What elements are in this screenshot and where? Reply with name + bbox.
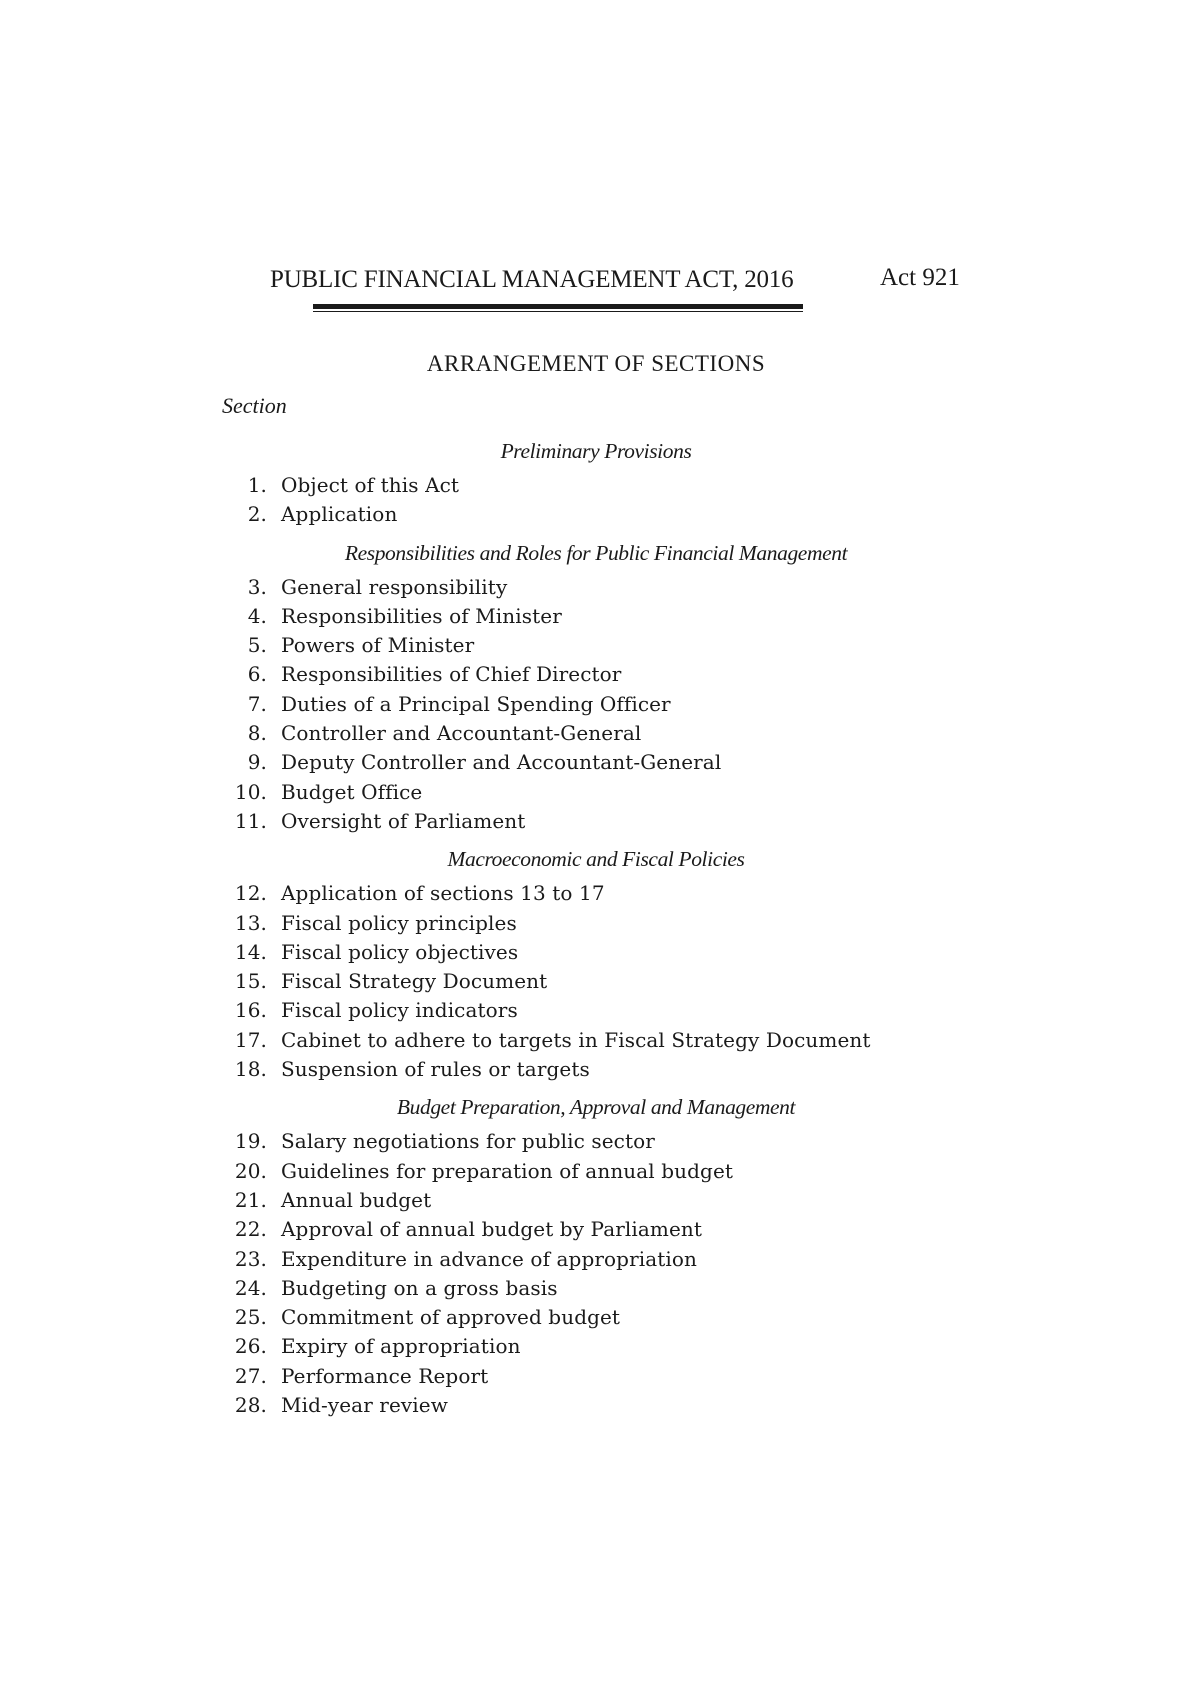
- section-title: Application of sections 13 to 17: [281, 881, 605, 906]
- section-entry: [0, 748, 1200, 777]
- section-entry: [0, 573, 1200, 602]
- section-title: Salary negotiations for public sector: [281, 1129, 655, 1154]
- section-title: Commitment of approved budget: [281, 1305, 621, 1330]
- section-title: Performance Report: [281, 1363, 489, 1388]
- section-number: 18.: [234, 1057, 267, 1082]
- section-title: Approval of annual budget by Parliament: [281, 1217, 703, 1242]
- section-title: Controller and Accountant-General: [281, 721, 642, 746]
- section-entry: [0, 1186, 1200, 1215]
- section-number: 11.: [234, 808, 267, 833]
- sections-list: [0, 432, 1200, 1420]
- section-title: Cabinet to adhere to targets in Fiscal Strategy Document: [281, 1027, 871, 1052]
- section-column-label: Section: [222, 393, 287, 418]
- section-entry: [0, 1391, 1200, 1420]
- section-title: Expiry of appropriation: [281, 1334, 521, 1359]
- section-entry: [0, 1303, 1200, 1332]
- section-title: Oversight of Parliament: [281, 808, 526, 833]
- section-number: 14.: [234, 939, 267, 964]
- section-entry: [0, 1127, 1200, 1156]
- section-title: Mid-year review: [281, 1393, 448, 1418]
- section-number: 7.: [247, 691, 267, 716]
- section-number: 6.: [247, 662, 267, 687]
- section-title: Guidelines for preparation of annual budget: [281, 1158, 734, 1183]
- section-entry: [0, 1055, 1200, 1084]
- section-title: Application: [281, 502, 398, 527]
- section-number: 26.: [234, 1334, 267, 1359]
- group-heading-text: Macroeconomic and Fiscal Policies: [447, 847, 745, 872]
- section-number: 3.: [247, 574, 267, 599]
- section-title: Expenditure in advance of appropriation: [281, 1246, 697, 1271]
- section-entry: [0, 631, 1200, 660]
- section-title: Suspension of rules or targets: [281, 1057, 590, 1082]
- section-entry: [0, 1215, 1200, 1244]
- section-number: 17.: [234, 1027, 267, 1052]
- section-number: 23.: [234, 1246, 267, 1271]
- section-entry: [0, 1362, 1200, 1391]
- section-number: 28.: [234, 1393, 267, 1418]
- header-rule-thick: [313, 304, 803, 309]
- section-number: 24.: [234, 1275, 267, 1300]
- section-entry: [0, 1157, 1200, 1186]
- section-number: 21.: [234, 1187, 267, 1212]
- section-entry: [0, 879, 1200, 908]
- group-heading-text: Responsibilities and Roles for Public Financial Management: [344, 540, 848, 565]
- section-title: Duties of a Principal Spending Officer: [281, 691, 671, 716]
- section-number: 15.: [234, 969, 267, 994]
- section-number: 16.: [234, 998, 267, 1023]
- section-entry: [0, 471, 1200, 500]
- section-title: Budgeting on a gross basis: [281, 1275, 558, 1300]
- section-number: 8.: [247, 721, 267, 746]
- act-title: PUBLIC FINANCIAL MANAGEMENT ACT, 2016: [270, 266, 794, 293]
- section-title: Fiscal policy indicators: [281, 998, 518, 1023]
- section-entry: [0, 807, 1200, 836]
- section-entry: [0, 909, 1200, 938]
- section-number: 22.: [234, 1217, 267, 1242]
- section-title: Deputy Controller and Accountant-General: [281, 750, 722, 775]
- section-entry: [0, 1245, 1200, 1274]
- section-entry: [0, 719, 1200, 748]
- header-rule-thin: [313, 311, 803, 312]
- section-title: Fiscal policy objectives: [281, 939, 519, 964]
- section-title: General responsibility: [281, 574, 508, 599]
- section-entry: [0, 660, 1200, 689]
- section-title: Fiscal Strategy Document: [281, 969, 548, 994]
- section-title: Responsibilities of Minister: [281, 603, 562, 628]
- section-entry: [0, 1274, 1200, 1303]
- section-entry: [0, 500, 1200, 529]
- arrangement-title: ARRANGEMENT OF SECTIONS: [426, 351, 766, 376]
- group-heading-text: Budget Preparation, Approval and Management: [396, 1095, 796, 1120]
- section-entry: [0, 967, 1200, 996]
- section-number: 5.: [247, 633, 267, 658]
- section-number: 4.: [247, 603, 267, 628]
- section-title: Fiscal policy principles: [281, 910, 517, 935]
- act-number: Act 921: [880, 264, 960, 291]
- section-title: Annual budget: [281, 1187, 432, 1212]
- section-number: 13.: [234, 910, 267, 935]
- section-title: Object of this Act: [281, 473, 460, 497]
- section-number: 1.: [247, 473, 267, 497]
- section-number: 10.: [234, 779, 267, 804]
- section-number: 9.: [247, 750, 267, 775]
- section-entry: [0, 778, 1200, 807]
- section-title: Responsibilities of Chief Director: [281, 662, 622, 687]
- section-number: 27.: [234, 1363, 267, 1388]
- section-entry: [0, 1332, 1200, 1361]
- section-entry: [0, 690, 1200, 719]
- section-entry: [0, 602, 1200, 631]
- group-heading: [0, 534, 1200, 573]
- section-entry: [0, 1026, 1200, 1055]
- group-heading: [0, 432, 1200, 471]
- section-number: 2.: [247, 502, 267, 527]
- group-heading: [0, 840, 1200, 879]
- section-title: Powers of Minister: [281, 633, 475, 658]
- group-heading-text: Preliminary Provisions: [500, 439, 692, 463]
- group-heading: [0, 1088, 1200, 1127]
- section-title: Budget Office: [281, 779, 423, 804]
- section-entry: [0, 938, 1200, 967]
- section-number: 25.: [234, 1305, 267, 1330]
- section-number: 20.: [234, 1158, 267, 1183]
- section-entry: [0, 996, 1200, 1025]
- section-number: 19.: [234, 1129, 267, 1154]
- section-number: 12.: [234, 881, 267, 906]
